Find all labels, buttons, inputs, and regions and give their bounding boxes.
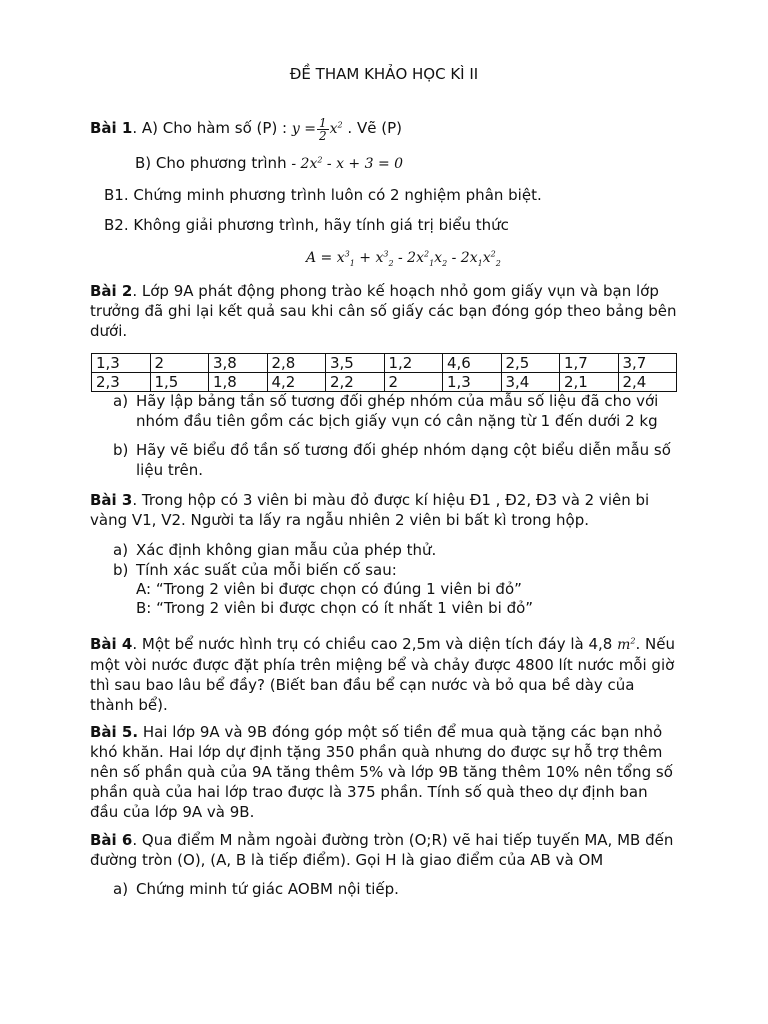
list-marker: a) [113,880,129,898]
bai1-label: Bài 1 [90,119,133,137]
bai2-data-table [91,353,677,392]
bai3-paragraph [90,490,680,530]
list-marker: b) [113,561,129,579]
bai5-label: Bài 5. [90,723,139,741]
list-item-text: Chứng minh tứ giác AOBM nội tiếp. [136,880,399,898]
bai1-a-tail: . Vẽ (P) [347,119,402,137]
table-cell: 3,7 [618,354,677,373]
list-marker: a) [113,392,129,410]
bai1-formula-parabola: y = $\frac{1}{2}$ $x^2$ [291,115,343,143]
bai3-item-a [113,540,678,560]
table-cell: 2,1 [560,373,619,392]
table-cell: 1,3 [92,354,151,373]
bai3-text: . Trong hộp có 3 viên bi màu đỏ được kí hiệu Đ1 , Đ2, Đ3 và 2 viên bi vàng V1, V2. Người ta lấy ra ngẫu nhiên 2 viên bi bất kì trong hộp. [90,491,650,529]
bai2-item-a [113,391,678,431]
bai5-text: Hai lớp 9A và 9B đóng góp một số tiền để mua quà tặng các bạn nhỏ khó khăn. Hai lớp dự định tặng 350 phần quà nhưng do được sự hỗ trợ thêm nên số phần quà của 9A tăng thêm 5% và lớp 9B tăng thêm 10% nên tổng số phần quà của hai lớp trao được là 375 phần. Tính số quà theo dự định ban đầu của lớp 9A và 9B. [90,723,673,821]
one-half-fraction: $\frac{1}{2}$ [319,115,327,143]
table-cell: 1,3 [443,373,502,392]
table-cell: 2,5 [501,354,560,373]
table-cell: 3,4 [501,373,560,392]
table-cell: 1,2 [384,354,443,373]
table-cell: 1,7 [560,354,619,373]
bai6-paragraph [90,830,680,870]
document-title: ĐỀ THAM KHẢO HỌC KÌ II [289,65,479,83]
table-cell: 2,4 [618,373,677,392]
table-cell: 4,2 [267,373,326,392]
table-row [92,354,677,373]
bai2-text: . Lớp 9A phát động phong trào kế hoạch nhỏ gom giấy vụn và bạn lớp trưởng đã ghi lại kết quả sau khi cân số giấy các bạn đóng góp theo bảng bên dưới. [90,282,677,340]
bai1-equation: - $2x^2 - x + 3 = 0$ [291,155,404,172]
list-item-text: Hãy lập bảng tần số tương đối ghép nhóm của mẫu số liệu đã cho với nhóm đầu tiên gồm các bịch giấy vụn có cân nặng từ 1 đến dưới 2 kg [136,392,659,430]
table-cell: 4,6 [443,354,502,373]
table-cell: 2 [150,354,209,373]
list-marker: b) [113,441,129,459]
bai1-b-text: B) Cho phương trình [135,154,287,172]
bai1-part-b [135,153,403,174]
bai3-label: Bài 3 [90,491,133,509]
list-item-text: Hãy vẽ biểu đồ tần số tương đối ghép nhóm dạng cột biểu diễn mẫu số liệu trên. [136,441,671,479]
bai6-label: Bài 6 [90,831,133,849]
bai2-paragraph [90,281,680,341]
bai3-event-a: A: “Trong 2 viên bi được chọn có đúng 1 viên bi đỏ” [136,580,522,598]
bai3-item-b [113,560,678,580]
bai1-b1: B1. Chứng minh phương trình luôn có 2 nghiệm phân biệt. [104,186,542,204]
bai1-expression: $A = x^3_1 + x^3_2 - 2x^2_1x_2 - 2x_1x^2_2$ [306,249,501,268]
table-cell: 2,3 [92,373,151,392]
bai2-label: Bài 2 [90,282,133,300]
bai4-label: Bài 4 [90,635,133,653]
bai1-a-text: . A) Cho hàm số (P) : [132,119,288,137]
bai6-item-a [113,879,678,899]
bai1-b2: B2. Không giải phương trình, hãy tính giá trị biểu thức [104,216,509,234]
bai4-text-after: . Nếu một vòi nước được đặt phía trên miệng bể và chảy được 4800 lít nước mỗi giờ thì sau bao lâu bể đầy? (Biết ban đầu bể cạn nước và bỏ qua bề dày của thành bể). [90,635,675,714]
bai5-paragraph [90,722,680,822]
bai2-item-b [113,440,678,480]
bai4-paragraph [90,634,680,715]
bai4-unit: $m^2$ [617,636,636,653]
table-cell: 1,5 [150,373,209,392]
bai4-text-before: . Một bể nước hình trụ có chiều cao 2,5m và diện tích đáy là 4,8 [132,635,618,653]
bai3-event-b: B: “Trong 2 viên bi được chọn có ít nhất 1 viên bi đỏ” [136,599,534,617]
table-row [92,373,677,392]
list-marker: a) [113,541,129,559]
bai1-part-a [90,112,402,145]
table-cell: 3,8 [209,354,268,373]
table-cell: 2,2 [326,373,385,392]
bai6-text: . Qua điểm M nằm ngoài đường tròn (O;R) vẽ hai tiếp tuyến MA, MB đến đường tròn (O), (A, B là tiếp điểm). Gọi H là giao điểm của AB và OM [90,831,674,869]
table-cell: 2 [384,373,443,392]
list-item-text: Xác định không gian mẫu của phép thử. [136,541,437,559]
list-item-text: Tính xác suất của mỗi biến cố sau: [136,561,397,579]
table-cell: 3,5 [326,354,385,373]
table-cell: 2,8 [267,354,326,373]
table-cell: 1,8 [209,373,268,392]
